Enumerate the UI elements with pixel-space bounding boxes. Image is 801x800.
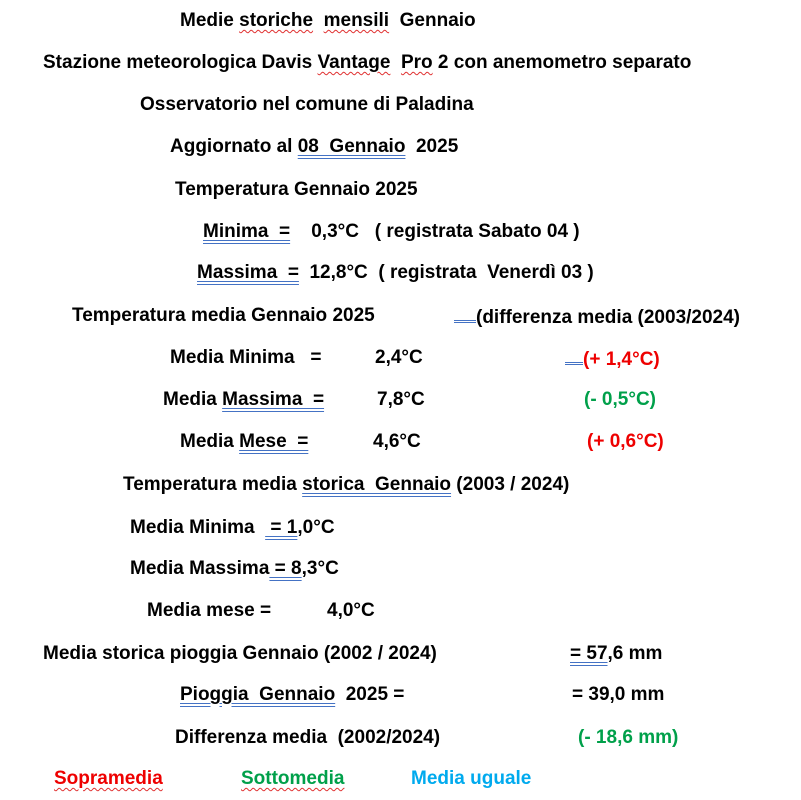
hist-month-label: Media mese = [147, 600, 272, 621]
mean-min-diff: (+ 1,4°C) [565, 346, 660, 372]
mean-min-value: 2,4°C [375, 347, 423, 368]
mean-header-diff: (differenza media (2003/2024) [454, 304, 740, 330]
hist-month-value: 4,0°C [327, 600, 375, 621]
mean-month-value: 4,6°C [373, 431, 421, 452]
legend-equal: Media uguale [411, 768, 532, 789]
observatory-line: Osservatorio nel comune di Paladina [140, 94, 474, 115]
rain-month-label: Pioggia Gennaio 2025 = [180, 684, 405, 705]
hist-header: Temperatura media storica Gennaio (2003 / 2024) [123, 474, 570, 495]
mean-header: Temperatura media Gennaio 2025 [72, 305, 375, 326]
updated-line: Aggiornato al 08 Gennaio 2025 [170, 136, 459, 157]
rain-month-value: = 39,0 mm [572, 684, 665, 705]
hist-min-line: Media Minima = 1,0°C [130, 517, 335, 538]
mean-month-diff: (+ 0,6°C) [587, 431, 664, 452]
minimum-line: Minima = 0,3°C ( registrata Sabato 04 ) [203, 221, 580, 242]
rain-hist-label: Media storica pioggia Gennaio (2002 / 2024) [43, 643, 437, 664]
tab-marker [565, 346, 583, 365]
maximum-line: Massima = 12,8°C ( registrata Venerdì 03 ) [197, 262, 594, 283]
hist-max-line: Media Massima = 8,3°C [130, 558, 339, 579]
mean-month-label: Media Mese = [180, 431, 309, 452]
title: Medie storiche mensili Gennaio [180, 10, 476, 31]
mean-max-value: 7,8°C [377, 389, 425, 410]
rain-diff-value: (- 18,6 mm) [578, 727, 679, 748]
station-line: Stazione meteorologica Davis Vantage Pro 2 con anemometro separato [43, 52, 692, 73]
mean-max-label: Media Massima = [163, 389, 325, 410]
mean-min-label: Media Minima = [170, 347, 322, 368]
tab-marker [454, 304, 476, 323]
rain-diff-label: Differenza media (2002/2024) [175, 727, 441, 748]
legend-below: Sottomedia [241, 768, 345, 789]
mean-max-diff: (- 0,5°C) [584, 389, 656, 410]
temp-month-title: Temperatura Gennaio 2025 [175, 179, 418, 200]
legend-above: Sopramedia [54, 768, 163, 789]
rain-hist-value: = 57,6 mm [570, 643, 663, 664]
